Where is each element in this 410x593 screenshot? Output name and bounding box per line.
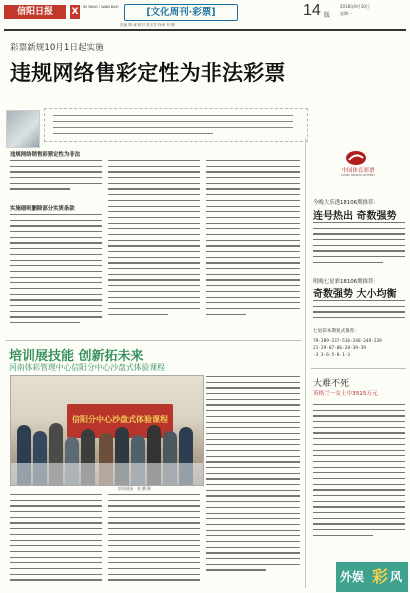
lead-summary-box — [44, 108, 308, 142]
masthead-logo: 信阳日报 — [4, 5, 66, 19]
right-rule — [311, 368, 406, 369]
photo-banner-text: 信阳分中心沙盘式体验课程 — [72, 415, 168, 424]
article-column-3 — [206, 160, 300, 319]
article-column-1 — [10, 160, 102, 194]
feature-rule — [6, 340, 302, 341]
staff-credits: 责编 陶 诚 校对 张芳芳 终审 付 钢 — [120, 23, 175, 27]
lottery-logo — [312, 150, 404, 178]
picks-title: 七星彩本期复式推荐: — [313, 329, 356, 334]
feature-column-2 — [108, 494, 200, 585]
draw-title-2: 明晚七星彩18106期推荐: — [313, 279, 376, 285]
section-1-title: 违规网络销售彩票定性为非法 — [10, 152, 81, 158]
section-2-title: 实施细则删除部分实质条款 — [10, 206, 75, 212]
article-column-2 — [108, 160, 200, 319]
pick-row: -3 3-6-5-8-1-3 — [313, 353, 351, 358]
page-unit: 版 — [324, 12, 331, 19]
photo-caption: 培训现场 张 鹏 摄 — [118, 486, 151, 491]
big-title-3-sub: 英格兰一女士中3515万元 — [313, 391, 378, 397]
footer-section-tag — [336, 562, 408, 592]
lottery-logo-cn: 中国体育彩票 — [341, 168, 375, 174]
lead-thumbnail — [6, 110, 40, 148]
masthead-letter: X — [71, 7, 79, 17]
right-text-3 — [313, 404, 405, 541]
page-number: 14 — [303, 2, 321, 19]
right-text-1 — [313, 222, 405, 268]
feature-column-1 — [10, 494, 102, 585]
masthead-pinyin: IN YANG / WAN BAO — [83, 5, 119, 9]
feature-photo — [10, 375, 204, 486]
big-title-3: 大难不死 — [313, 379, 350, 389]
header-rule — [4, 29, 406, 31]
picks-list — [313, 338, 382, 359]
lead-subtitle: 彩票新规10月1日起实施 — [10, 43, 104, 53]
footer-tag-right: 风 — [390, 570, 403, 584]
pick-row: 21-29-07-06-28-39-39 — [313, 346, 366, 351]
footer-tag-left: 外娱 — [340, 570, 365, 584]
feature-headline: 培训展技能 创新拓未来 — [9, 349, 144, 364]
big-title-1: 连号热出 奇数强势 — [313, 211, 397, 222]
issue-date: 2018年9月10日 — [340, 4, 370, 9]
big-title-2: 奇数强势 大小均衡 — [313, 289, 397, 300]
lead-headline: 违规网络售彩定性为非法彩票 — [10, 61, 286, 85]
pick-row: 79-289-237-516-248-249-239 — [313, 339, 382, 344]
right-text-2 — [313, 300, 405, 323]
column-divider — [305, 138, 306, 588]
issue-weekday: 星期一 — [340, 11, 352, 16]
lottery-logo-icon — [344, 150, 368, 166]
feature-column-3 — [206, 376, 300, 575]
draw-title-1: 今晚大乐透18106期推荐: — [313, 200, 376, 206]
feature-subheadline: 河南体彩管理中心信阳分中心沙盘式体验课程 — [9, 363, 165, 372]
section-title: [文化周刊·彩票] — [124, 4, 238, 21]
article-column-1b — [10, 214, 102, 328]
lottery-logo-en: CHINA SPORTS LOTTERY — [341, 173, 375, 177]
footer-tag-mid: 彩 — [372, 567, 389, 586]
